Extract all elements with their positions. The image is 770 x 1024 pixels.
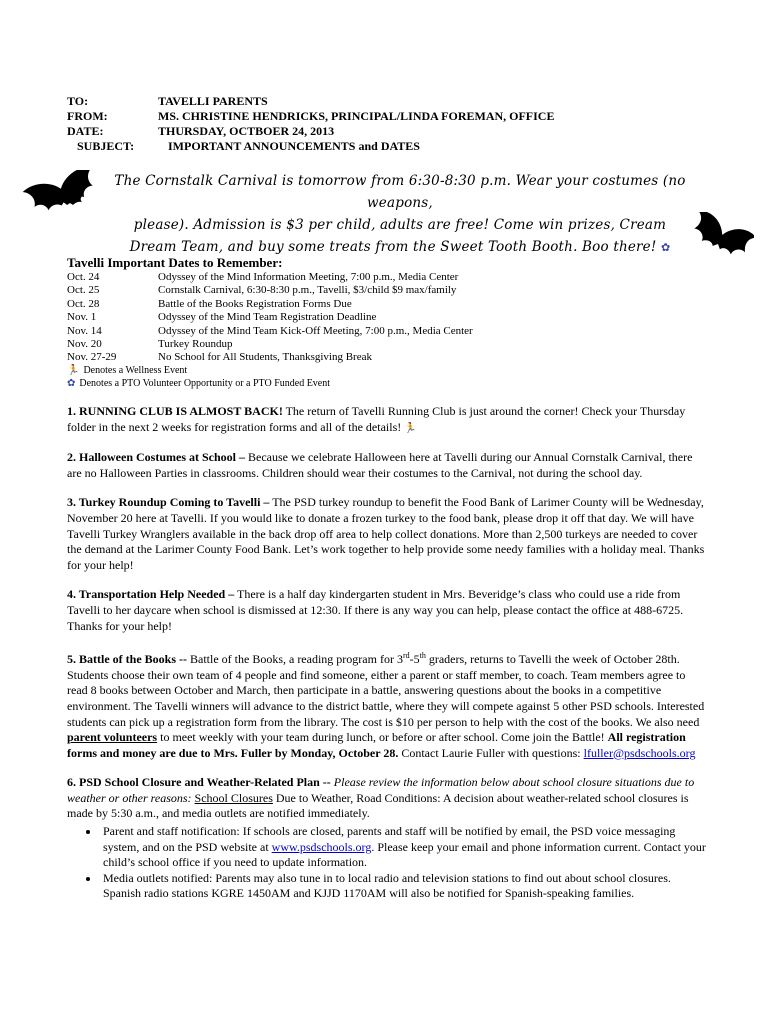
section-4-text: There is a half day kindergarten student in Mrs. Beveridge’s class who could use a ride from Tavelli to her daycare when school is dismissed at 12:30. If there is any way you can help, please contact the office at 488-6725. Thanks for your help! — [67, 587, 684, 633]
announcements-body — [67, 404, 707, 902]
subject-value: IMPORTANT ANNOUNCEMENTS and DATES — [168, 139, 420, 153]
section-5-text-e: Contact Laurie Fuller with questions: — [398, 745, 584, 760]
section-5-sup-a: rd — [402, 651, 410, 661]
section-6-italic: Please review the information below about school closure situations due to weather or other reasons: — [67, 775, 695, 805]
section-5-text-b: -5 — [409, 652, 420, 667]
bullet-media-outlets: • Media outlets notified: Parents may also tune in to local radio and television stations to find out about school closures. Spanish radio stations KGRE 1450AM and KJJD 1170AM will also be notified for Spanish-speaking families. — [100, 871, 707, 902]
section-halloween-costumes — [67, 450, 707, 481]
date-value: THURSDAY, OCTBOER 24, 2013 — [158, 124, 335, 138]
dates-list — [67, 271, 473, 365]
date-event: Odyssey of the Mind Team Registration Deadline — [158, 311, 377, 324]
pto-flower-icon: ✿ — [661, 241, 671, 254]
from-label: FROM: — [67, 109, 108, 123]
psd-website-link[interactable]: www.psdschools.org — [271, 839, 372, 854]
section-1-heading: 1. RUNNING CLUB IS ALMOST BACK! — [67, 404, 283, 418]
memo-subject-row — [67, 139, 554, 154]
legend-wellness-text: Denotes a Wellness Event — [83, 365, 188, 376]
registration-due-text: All registration forms and money are due to Mrs. Fuller by Monday, October 28. — [67, 730, 686, 760]
date-event: Odyssey of the Mind Information Meeting, 7:00 p.m., Media Center — [158, 271, 459, 283]
section-3-text: The PSD turkey roundup to benefit the Food Bank of Larimer County will be Wednesday, November 20 here at Tavelli. If you would like to donate a frozen turkey to the food bank, please drop it off that day. We will have Tavelli Turkey Wranglers available in the back drop off area to help collect donations. More than 2,500 turkeys are needed to cover the demand at the Larimer County Food Bank. Let’s work together to help provide some needy families with a holiday meal. Thanks for your help! — [67, 495, 705, 572]
date-row — [67, 325, 473, 338]
to-label: TO: — [67, 94, 89, 108]
date-row — [67, 311, 473, 324]
section-3-heading: 3. Turkey Roundup Coming to Tavelli – — [67, 495, 270, 510]
date-value: Nov. 27-29 — [67, 351, 117, 364]
section-school-closure — [67, 775, 707, 822]
announcement-line-3-text: Dream Team, and buy some treats from the Sweet Tooth Booth. Boo there! — [129, 239, 657, 255]
date-event: No School for All Students, Thanksgiving Break — [158, 351, 372, 364]
memo-date-row — [67, 124, 554, 139]
date-row — [67, 298, 473, 311]
date-event: Turkey Roundup — [158, 338, 233, 351]
date-value: Nov. 14 — [67, 324, 102, 337]
announcement-line-1: The Cornstalk Carnival is tomorrow from 6:30-8:30 p.m. Wear your costumes (no weapons, — [114, 173, 686, 211]
date-event: Cornstalk Carnival, 6:30-8:30 p.m., Tavelli, $3/child $9 max/family — [158, 284, 457, 297]
date-value: Nov. 20 — [67, 338, 102, 351]
section-running-club — [67, 404, 707, 436]
closure-bullets — [67, 824, 707, 902]
bat-small-icon — [55, 192, 85, 212]
dates-title: Tavelli Important Dates to Remember: — [67, 255, 283, 270]
section-5-heading: 5. Battle of the Books -- — [67, 652, 187, 667]
section-2-text: Because we celebrate Halloween here at Tavelli during our Annual Cornstalk Carnival, there are no Halloween Parties in classrooms. Children should wear their costumes to the Carnival, not during the school day. — [67, 450, 693, 480]
date-value: Nov. 1 — [67, 311, 97, 324]
from-value: MS. CHRISTINE HENDRICKS, PRINCIPAL/LINDA FOREMAN, OFFICE — [158, 109, 555, 123]
legend-wellness — [67, 364, 330, 377]
school-closures-text: School Closures — [194, 790, 273, 805]
date-value: Oct. 24 — [67, 271, 100, 283]
runner-icon: 🏃 — [67, 365, 80, 376]
section-4-heading: 4. Transportation Help Needed – — [67, 587, 235, 602]
date-row — [67, 338, 473, 351]
bullet-1-text-b: . Please keep your email and phone information current. Contact your child’s school office if you need to update information. — [103, 839, 706, 870]
pto-flower-icon: ✿ — [67, 378, 76, 389]
announcement-line-2: please). Admission is $3 per child, adults are free! Come win prizes, Cream — [133, 217, 667, 233]
parent-volunteers-text: parent volunteers — [67, 730, 158, 745]
memo-to-row — [67, 94, 554, 109]
legend-pto-text: Denotes a PTO Volunteer Opportunity or a PTO Funded Event — [79, 378, 331, 389]
section-6-dash: -- — [319, 775, 331, 790]
section-1-text: The return of Tavelli Running Club is just around the corner! Check your Thursday folder in the next 2 weeks for registration forms and all of the details! — [67, 404, 686, 434]
bullet-1-text-a: Parent and staff notification: If schools are closed, parents and staff will be notified by email, the PSD voice messaging system, and on the PSD website at — [103, 824, 676, 854]
section-5-text-d: to meet weekly with your team during lunch, or before or after school. Come join the Battle! — [157, 730, 608, 745]
date-label: DATE: — [67, 124, 104, 138]
section-5-sup-b: th — [419, 651, 426, 661]
section-5-text-a: Battle of the Books, a reading program for 3 — [187, 652, 403, 667]
memo-from-row — [67, 109, 554, 124]
date-row — [67, 284, 473, 297]
section-battle-of-books — [67, 648, 707, 761]
section-turkey-roundup — [67, 495, 707, 573]
memo-header — [67, 94, 554, 154]
date-value: Oct. 28 — [67, 297, 100, 310]
date-event: Battle of the Books Registration Forms Due — [158, 297, 352, 310]
bullet-parent-notification — [100, 824, 707, 871]
section-6-heading: 6. PSD School Closure and Weather-Related Plan — [67, 775, 320, 790]
legend-pto — [67, 377, 330, 390]
date-row — [67, 271, 473, 284]
section-5-text-c: graders, returns to Tavelli the week of October 28th. Students choose their own team of 4 people and find someone, either a parent or staff member, to coach. Team members agree to read 8 books between October and March, then participate in a battle, answering questions about the books in a competitive environment. The Tavelli winners will advance to the district battle, where they will compete against 5 other PSD schools. Interested students can pick up a registration form from the library. The cost is $10 per person to help with the cost of the books. We also need — [67, 652, 705, 729]
carnival-announcement — [100, 170, 700, 259]
date-event: Odyssey of the Mind Team Kick-Off Meeting, 7:00 p.m., Media Center — [158, 324, 473, 337]
runner-icon: 🏃 — [404, 422, 417, 434]
section-transportation — [67, 587, 707, 634]
date-value: Oct. 25 — [67, 284, 100, 297]
fuller-email-link[interactable]: lfuller@psdschools.org — [583, 745, 696, 760]
dates-legend — [67, 364, 330, 390]
section-6-text: Due to Weather, Road Conditions: A decision about weather-related school closures is made by 5:30 a.m., and media outlets are notified immediately. — [67, 790, 689, 821]
to-value: TAVELLI PARENTS — [158, 94, 268, 108]
date-row — [67, 351, 473, 364]
section-2-heading: 2. Halloween Costumes at School – — [67, 450, 245, 465]
subject-label: SUBJECT: — [77, 139, 135, 153]
